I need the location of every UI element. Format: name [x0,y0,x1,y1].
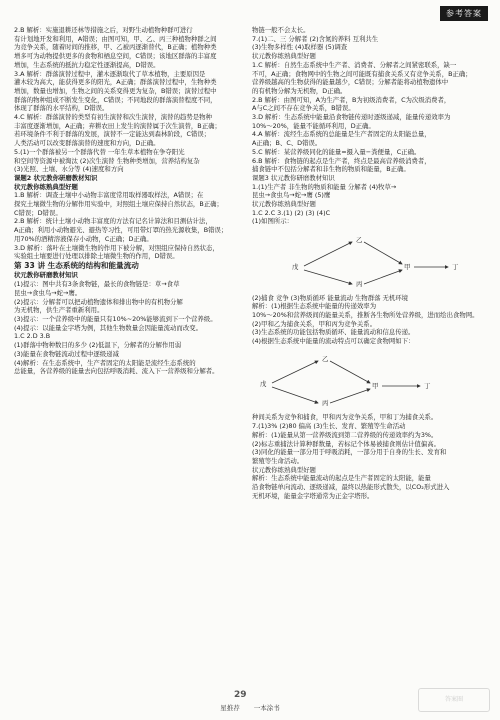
answer-line: A正确；利用小动物避光、避热等习性，可用带灯罩的热光源收集，B错误； [14,226,228,235]
answer-line: 4.A 解析：流经生态系统的总能量是生产者固定的太阳能总量， [252,130,431,139]
answer-line: 体现了群落的水平结构，D错误。 [14,104,109,113]
answer-line: 状元教你练熟典型好题 [252,200,316,209]
answer-line: (3)提示：一个营养级中的能量只有10%~20%能够流到下一个营养级。 [14,315,217,323]
answer-line: 2.B 解析：实施退耕还林等措施之后，对野生动植物种群可进行 [14,26,193,34]
answer-line: 解析：(1)根据生态系统中能量的传递效率为 [252,302,377,311]
answer-line: (1)提示：图中共有3条食物链，最长的食物链是：草→食草 [14,280,180,289]
answer-line: 沿食物链单向流动、逐级递减，最终以热能形式散失，以CO₂形式进入 [252,483,450,492]
answer-line: (2)捕食 竞争 (3)物质循环 能量流动 生物群落 无机环境 [252,293,409,302]
answer-line: 1.B 解析：调查土壤中小动物丰富度常用取样器取样法，A错误；在 [14,191,204,200]
answer-line: 为无机物，供生产者重新利用。 [14,306,104,315]
answer-line: (3)生态系统的功能包括物质循环、能量流动和信息传递。 [252,328,415,337]
food-web-arrows [252,228,488,292]
answer-line: 课题3 状元教你研磨教材知识 [252,173,335,182]
watermark-stamp: 答案圈 [418,688,490,712]
answer-line: 1.C 解析：自然生态系统中生产者、消费者、分解者之间紧密联系，缺一 [252,60,457,69]
answer-line: (3)同化的能量一部分用于呼吸消耗，一部分用于自身的生长、发育和 [252,448,447,457]
footer-right-text: 一本涂书 [253,704,280,712]
answer-key-tag: 参考答案 [440,6,488,21]
node-jia: 甲 [404,262,411,271]
answer-line: 用70%的酒精溶液保存小动物，C正确；D正确。 [14,234,153,243]
answer-line: 群落的物种组成不断发生变化，C错误；不同地段的群落演替程度不同， [14,95,217,104]
node-yi: 乙 [322,355,329,364]
answer-line: 总能量，各营养级的能量去向包括呼吸消耗、流入下一营养级和分解者。 [14,367,219,376]
answer-line: (4)提示：以能量金字塔为例，其他生物数量会因能量流动而改变。 [14,323,202,332]
answer-line: 增多可为动物提供更多的食物和栖息空间，C错误；该地区群落的丰富度 [14,52,217,61]
answer-line: 2.B 解析：统计土壤小动物丰富度的方法有记名计算法和目测估计法， [14,217,212,226]
answer-line: (3)生物多样性 (4)取样器 (5)调查 [252,43,348,52]
answer-line: (2)提示：分解者可以把动植物遗体和排出物中的有机物分解 [14,297,183,306]
answer-line: 物链一般不会太长。 [252,26,310,34]
left-column [14,26,244,376]
food-web-diagram-2 [252,347,488,411]
answer-line: 和空间等资源中被淘汰 (2)次生演替 生物种类增加，营养结构复杂 [14,156,200,165]
page-number: 29 [234,690,247,700]
node-yi: 乙 [356,235,363,244]
answer-line: 实验组土壤要进行处理以排除土壤微生物的作用，D错误。 [14,252,179,261]
answer-line: 的有机物分解为无机物，D正确。 [252,86,347,95]
answer-line: 4.C 解析：群落演替的类型有初生演替和次生演替，演替的趋势是物种 [14,113,212,122]
node-ding: 丁 [424,382,431,391]
answer-line: (3)光照、土壤、水分等 (4)速度和方向 [14,165,124,174]
answer-line: C错误；D错误。 [14,208,62,217]
node-ding: 丁 [452,262,459,271]
node-bing: 丙 [356,279,363,288]
food-web-arrows [252,347,488,411]
answer-line: 若环境条件不利于群落的发展，演替不一定能达到森林阶段，C错误； [14,130,211,139]
answer-line: 增加，数量也增加，生物之间的关系变得更为复杂，B错误；演替过程中 [14,86,217,95]
answer-line: (4)根据生态系统中能量的流动特点可以确定食物网如下： [252,337,415,346]
answer-line: 3.D 解析：落叶在土壤微生物的作用下被分解，对照组应保持自然状态， [14,243,219,252]
answer-line: 10%～20%，能量不能循环利用，D正确。 [252,121,375,130]
answer-line: (2)标志重捕法计算种群数量，若标记个体易被捕食则估计值偏高。 [252,439,440,448]
answer-line: (1)群落中物种数目的多少 (2)低温下，分解者的分解作用弱 [14,341,182,350]
answer-line: (3)能量在食物链流动过程中逐级递减 [14,349,119,358]
answer-line: 营养级越高的生物获得的能量越少，C错误；分解者能将动植物遗体中 [252,78,449,87]
answer-line: 状元教你练熟典型好题 [252,52,316,61]
section-heading: 课题2 状元教你研磨教材知识 [14,173,98,182]
answer-line: (4)解析：在生态系统中，生产者固定的太阳能是流经生态系统的 [14,358,196,367]
answer-line: 为竞争关系，随着时间的推移，甲、乙被丙逐渐替代，B正确；植物种类 [14,43,217,52]
answer-line: 有计划地开发和利用，A错误；由图可知，甲、乙、丙三种植物种群之间 [14,34,217,43]
answer-line: 1.C 2.C 3.(1) (2) (3) (4)C [252,208,331,217]
answer-line: (1)如图所示： [252,217,294,226]
footer-left-text: 星推荐 [220,704,240,712]
answer-line: 丰富度逐渐增加，A正确；弃耕农田上发生的演替属于次生演替，B正确； [14,121,221,130]
answer-line: 解析：生态系统中能量流动的起点是生产者固定的太阳能，能量 [252,474,431,483]
answer-line: 3.D 解析：生态系统中能量沿食物链传递时逐级递减，能量传递效率为 [252,113,451,122]
answer-line: 3.A 解析：群落演替过程中，灌木逐渐取代了草本植物，主要原因是 [14,69,206,78]
node-bing: 丙 [322,399,329,408]
answer-line: 6.B 解析：食物链的起点是生产者，终点是最高营养级消费者， [252,156,431,165]
answer-line: 昆虫→食虫鸟→蛇→鹰。 [14,288,82,297]
answer-line: 增加，生态系统的抵抗力稳定性逐渐提高，D错误。 [14,60,160,69]
node-wu: 戊 [292,262,299,271]
node-jia: 甲 [372,382,379,391]
answer-line: 种间关系为竞争和捕食，甲和丙为竞争关系，甲和丁为捕食关系。 [252,413,438,422]
answer-line: 昆虫→食虫鸟→蛇→鹰 (5)鹰 [252,191,331,200]
answer-line: 灌木较为高大，能获得更多的阳光，A正确；群落演替过程中，生物种类 [14,78,217,87]
food-web-diagram-1 [252,228,488,292]
answer-line: 繁殖等生命活动。 [252,456,304,465]
answer-line: 探究土壤微生物的分解作用实验中，对照组土壤应保持自然状态，B正确； [14,200,223,209]
answer-line: 7.(1)二、三 分解者 (2)含氮的养料 互利共生 [252,34,379,43]
answer-line: 1.C 2.D 3.B [14,332,51,341]
node-wu: 戊 [260,380,267,389]
answer-line: A与C之间不存在竞争关系，B错误。 [252,104,355,113]
chapter-title: 第 33 讲 生态系统的结构和能量流动 [14,260,139,270]
answer-line: 无机环境，能量金字塔通常为正金字塔形。 [252,491,374,500]
answer-line: (2)甲和乙为捕食关系，甲和丙为竞争关系。 [252,319,377,328]
subsection-heading: 状元教你研磨教材知识 [14,271,78,280]
right-column [252,26,488,500]
answer-line: 5.C 解析：某营养级同化的能量=摄入量−粪便量，C正确。 [252,147,421,156]
answer-line: 状元教你练熟典型好题 [252,465,316,474]
answer-line: 1.(1)生产者 非生物的物质和能量 分解者 (4)牧草→ [252,182,397,191]
answer-line: 捕食链中不包括分解者和非生物的物质和能量，B正确。 [252,165,410,174]
answer-line: 7.(1)3% (2)80 偏高 (3)生长、发育、繁殖等生命活动 [252,422,406,431]
answer-line: 5.(1)一个群落被另一个群落代替 一年生草本植物在争夺阳光 [14,147,185,156]
answer-line: 人类活动可以改变群落演替的速度和方向，D正确。 [14,139,160,148]
answer-line: A正确；B、C、D错误。 [252,139,322,148]
subsection-heading: 状元教你练熟典型好题 [14,182,78,191]
answer-line: 10%～20%和营养级间的能量关系，推断各生物所处营养级，进而绘出食物网。 [252,311,479,320]
answer-line: 2.B 解析：由图可知，A为生产者，B为初级消费者，C为次级消费者， [252,95,451,104]
answer-line: 不可，A正确；食物网中的生物之间可能既有捕食关系又有竞争关系，B正确； [252,69,472,78]
answer-line: 解析：(1)能量从第一营养级流到第二营养级的传递效率约为3%。 [252,430,438,439]
